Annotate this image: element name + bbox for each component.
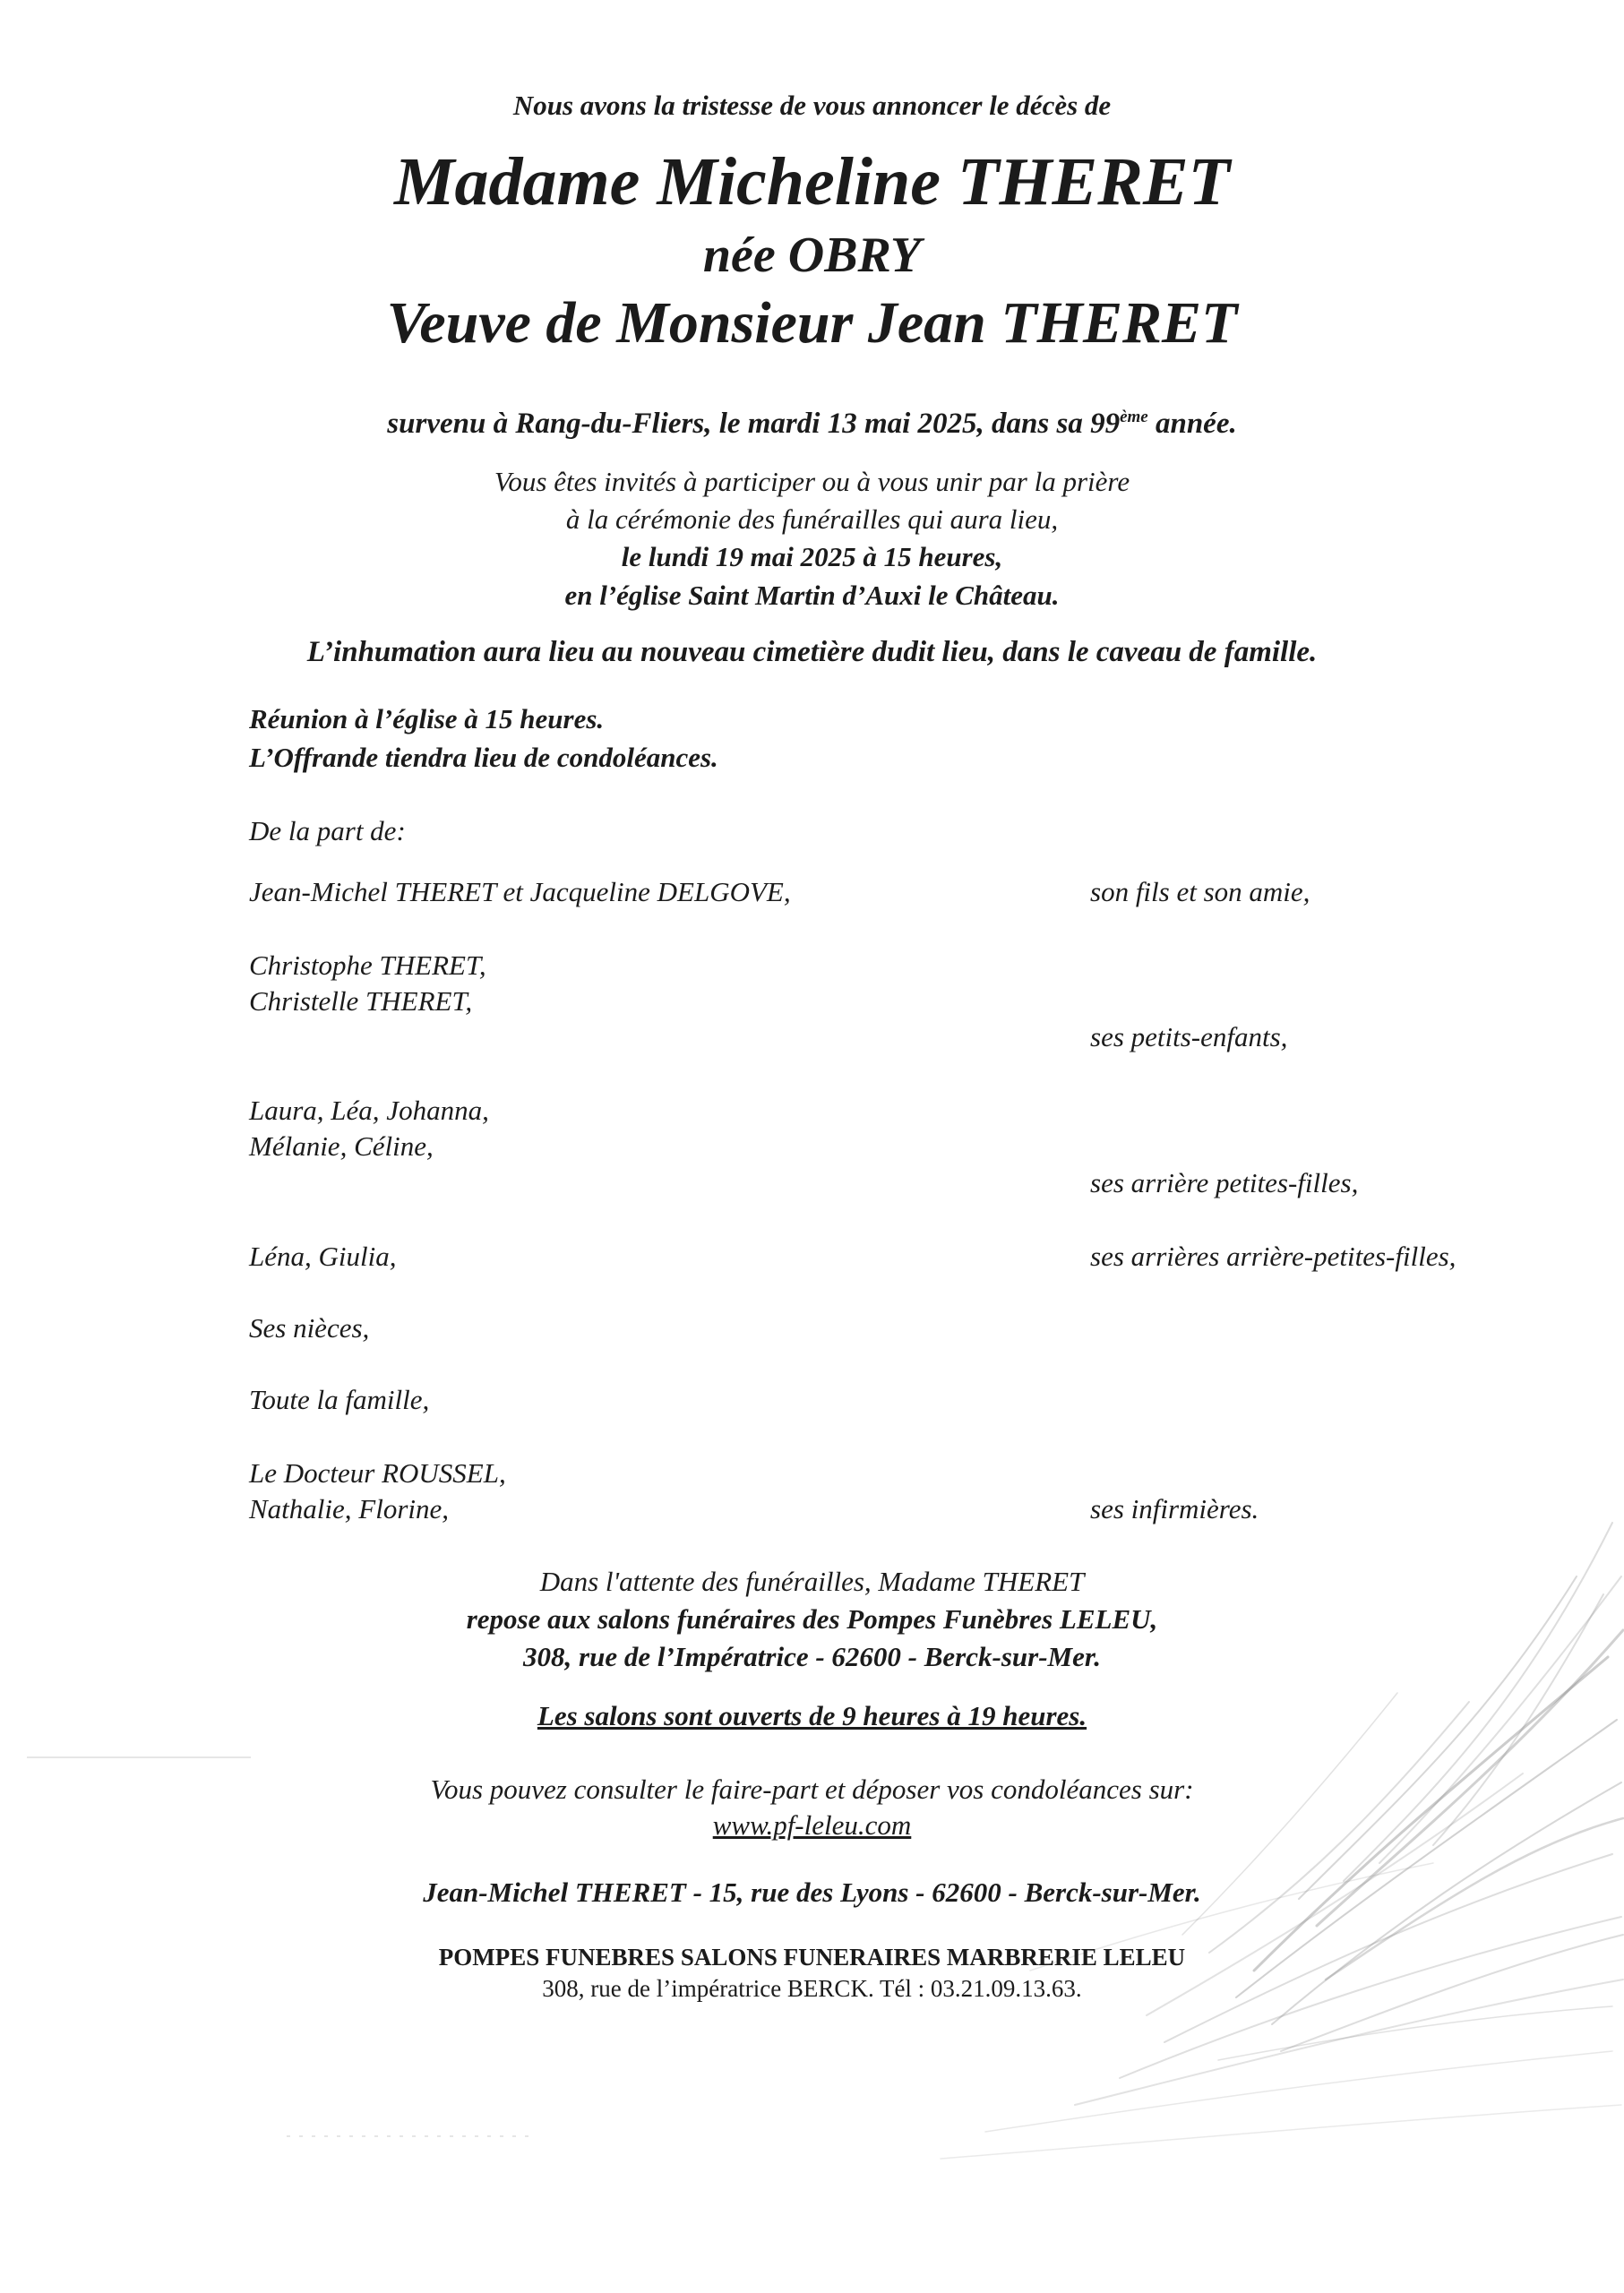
maiden-name: née OBRY	[702, 228, 922, 283]
son-names: Jean-Michel THERET et Jacqueline DELGOVE,	[249, 876, 791, 907]
family-line: Toute la famille,	[249, 1384, 430, 1415]
great-grandchildren-2: Mélanie, Céline,	[249, 1130, 434, 1162]
company-name: POMPES FUNEBRES SALONS FUNERAIRES MARBRERIE LELEU	[438, 1944, 1186, 1971]
offering-line: L’Offrande tiendra lieu de condoléances.	[249, 742, 718, 773]
invitation-line-2: à la cérémonie des funérailles qui aura lieu,	[565, 503, 1059, 535]
spouse-line: Veuve de Monsieur Jean THERET	[386, 290, 1238, 356]
online-condolences-line: Vous pouvez consulter le faire-part et déposer vos condoléances sur:	[430, 1773, 1194, 1805]
great-grandchildren-1: Laura, Léa, Johanna,	[249, 1095, 489, 1126]
death-line-start: survenu à Rang-du-Fliers, le mardi 13 mai 2025, dans sa 99	[387, 408, 1121, 440]
wait-line: Dans l'attente des funérailles, Madame THERET	[539, 1566, 1085, 1597]
burial-line: L’inhumation aura lieu au nouveau cimetière dudit lieu, dans le caveau de famille.	[306, 636, 1318, 668]
nieces-line: Ses nièces,	[249, 1312, 370, 1344]
death-line-ordinal: ème	[1120, 408, 1148, 426]
deceased-name: Madame Micheline THERET	[393, 144, 1231, 219]
doctor-line: Le Docteur ROUSSEL,	[249, 1457, 506, 1489]
nurses-relation: ses infirmières.	[1090, 1493, 1259, 1524]
meeting-line: Réunion à l’église à 15 heures.	[249, 703, 605, 734]
son-relation: son fils et son amie,	[1090, 876, 1310, 907]
intro-line: Nous avons la tristesse de vous annoncer le décès de	[512, 90, 1112, 121]
from-label: De la part de:	[249, 815, 406, 846]
grandchildren-relation: ses petits-enfants,	[1090, 1021, 1288, 1052]
ceremony-place: en l’église Saint Martin d’Auxi le Château.	[564, 580, 1060, 611]
rest-line: repose aux salons funéraires des Pompes Funèbres LELEU,	[466, 1603, 1158, 1635]
great-great-names: Léna, Giulia,	[249, 1241, 397, 1272]
ceremony-date: le lundi 19 mai 2025 à 15 heures,	[621, 541, 1003, 572]
invitation-line-1: Vous êtes invités à participer ou à vous unir par la prière	[494, 466, 1130, 497]
great-grandchildren-relation: ses arrière petites-filles,	[1090, 1167, 1359, 1198]
family-contact: Jean-Michel THERET - 15, rue des Lyons - 62600 - Berck-sur-Mer.	[423, 1876, 1201, 1908]
nurses-names: Nathalie, Florine,	[249, 1493, 450, 1524]
website-link[interactable]: www.pf-leleu.com	[712, 1809, 912, 1841]
great-great-relation: ses arrières arrière-petites-filles,	[1090, 1241, 1456, 1272]
funeral-home-address: 308, rue de l’Impératrice - 62600 - Berck-sur-Mer.	[523, 1641, 1101, 1672]
grandchild-2: Christelle THERET,	[249, 985, 473, 1017]
death-announcement	[0, 408, 1624, 441]
company-address: 308, rue de l’impératrice BERCK. Tél : 03.21.09.13.63.	[542, 1975, 1082, 2002]
opening-hours: Les salons sont ouverts de 9 heures à 19 heures.	[537, 1700, 1087, 1731]
death-line-end: année.	[1147, 408, 1237, 440]
grandchild-1: Christophe THERET,	[249, 949, 486, 981]
